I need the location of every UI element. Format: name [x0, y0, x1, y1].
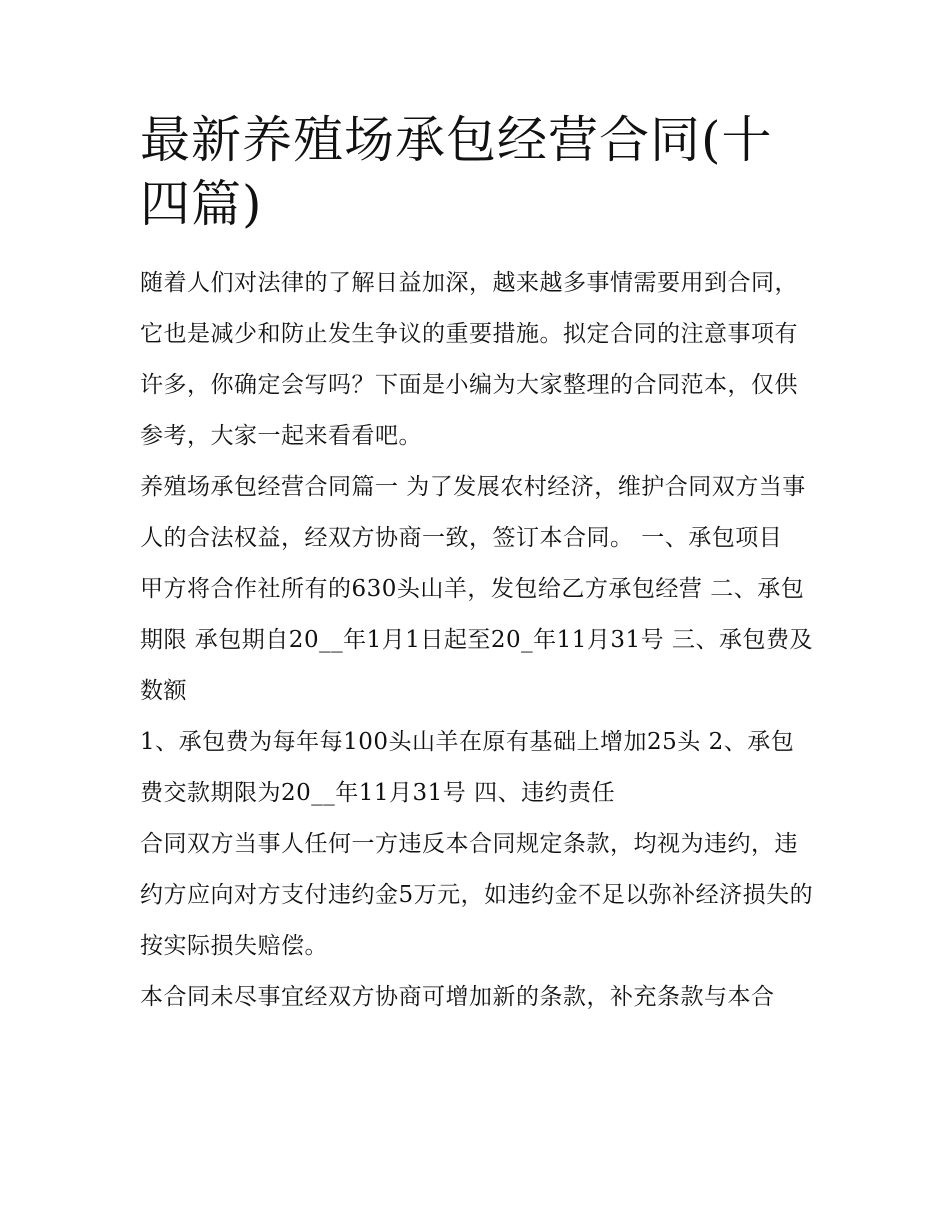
- document-title: 最新养殖场承包经营合同(十四篇): [140, 111, 773, 233]
- paragraph-supplement: 本合同未尽事宜经双方协商可增加新的条款，补充条款与本合: [140, 984, 775, 1010]
- paragraph-intro: 随着人们对法律的了解日益加深，越来越多事情需要用到合同，它也是减少和防止发生争议的重要措施。拟定合同的注意事项有许多，你确定会写吗？下面是小编为大家整理的合同范本，仅供参考，大家一起来看看吧。: [140, 270, 798, 449]
- paragraph-liability: 合同双方当事人任何一方违反本合同规定条款，均视为违约，违约方应向对方支付违约金5万元，如违约金不足以弥补经济损失的按实际损失赔偿。: [140, 831, 814, 959]
- paragraph-project-term: 甲方将合作社所有的630头山羊，发包给乙方承包经营 二、承包期限 承包期自20__年1月1日起至20_年11月31号 三、承包费及数额: [140, 576, 813, 704]
- paragraph-contract-one-intro: 养殖场承包经营合同篇一 为了发展农村经济，维护合同双方当事人的合法权益，经双方协商一致，签订本合同。 一、承包项目: [140, 474, 806, 551]
- paragraph-fee: 1、承包费为每年每100头山羊在原有基础上增加25头 2、承包费交款期限为20__年11月31号 四、违约责任: [140, 729, 795, 806]
- document-page: [140, 108, 815, 1023]
